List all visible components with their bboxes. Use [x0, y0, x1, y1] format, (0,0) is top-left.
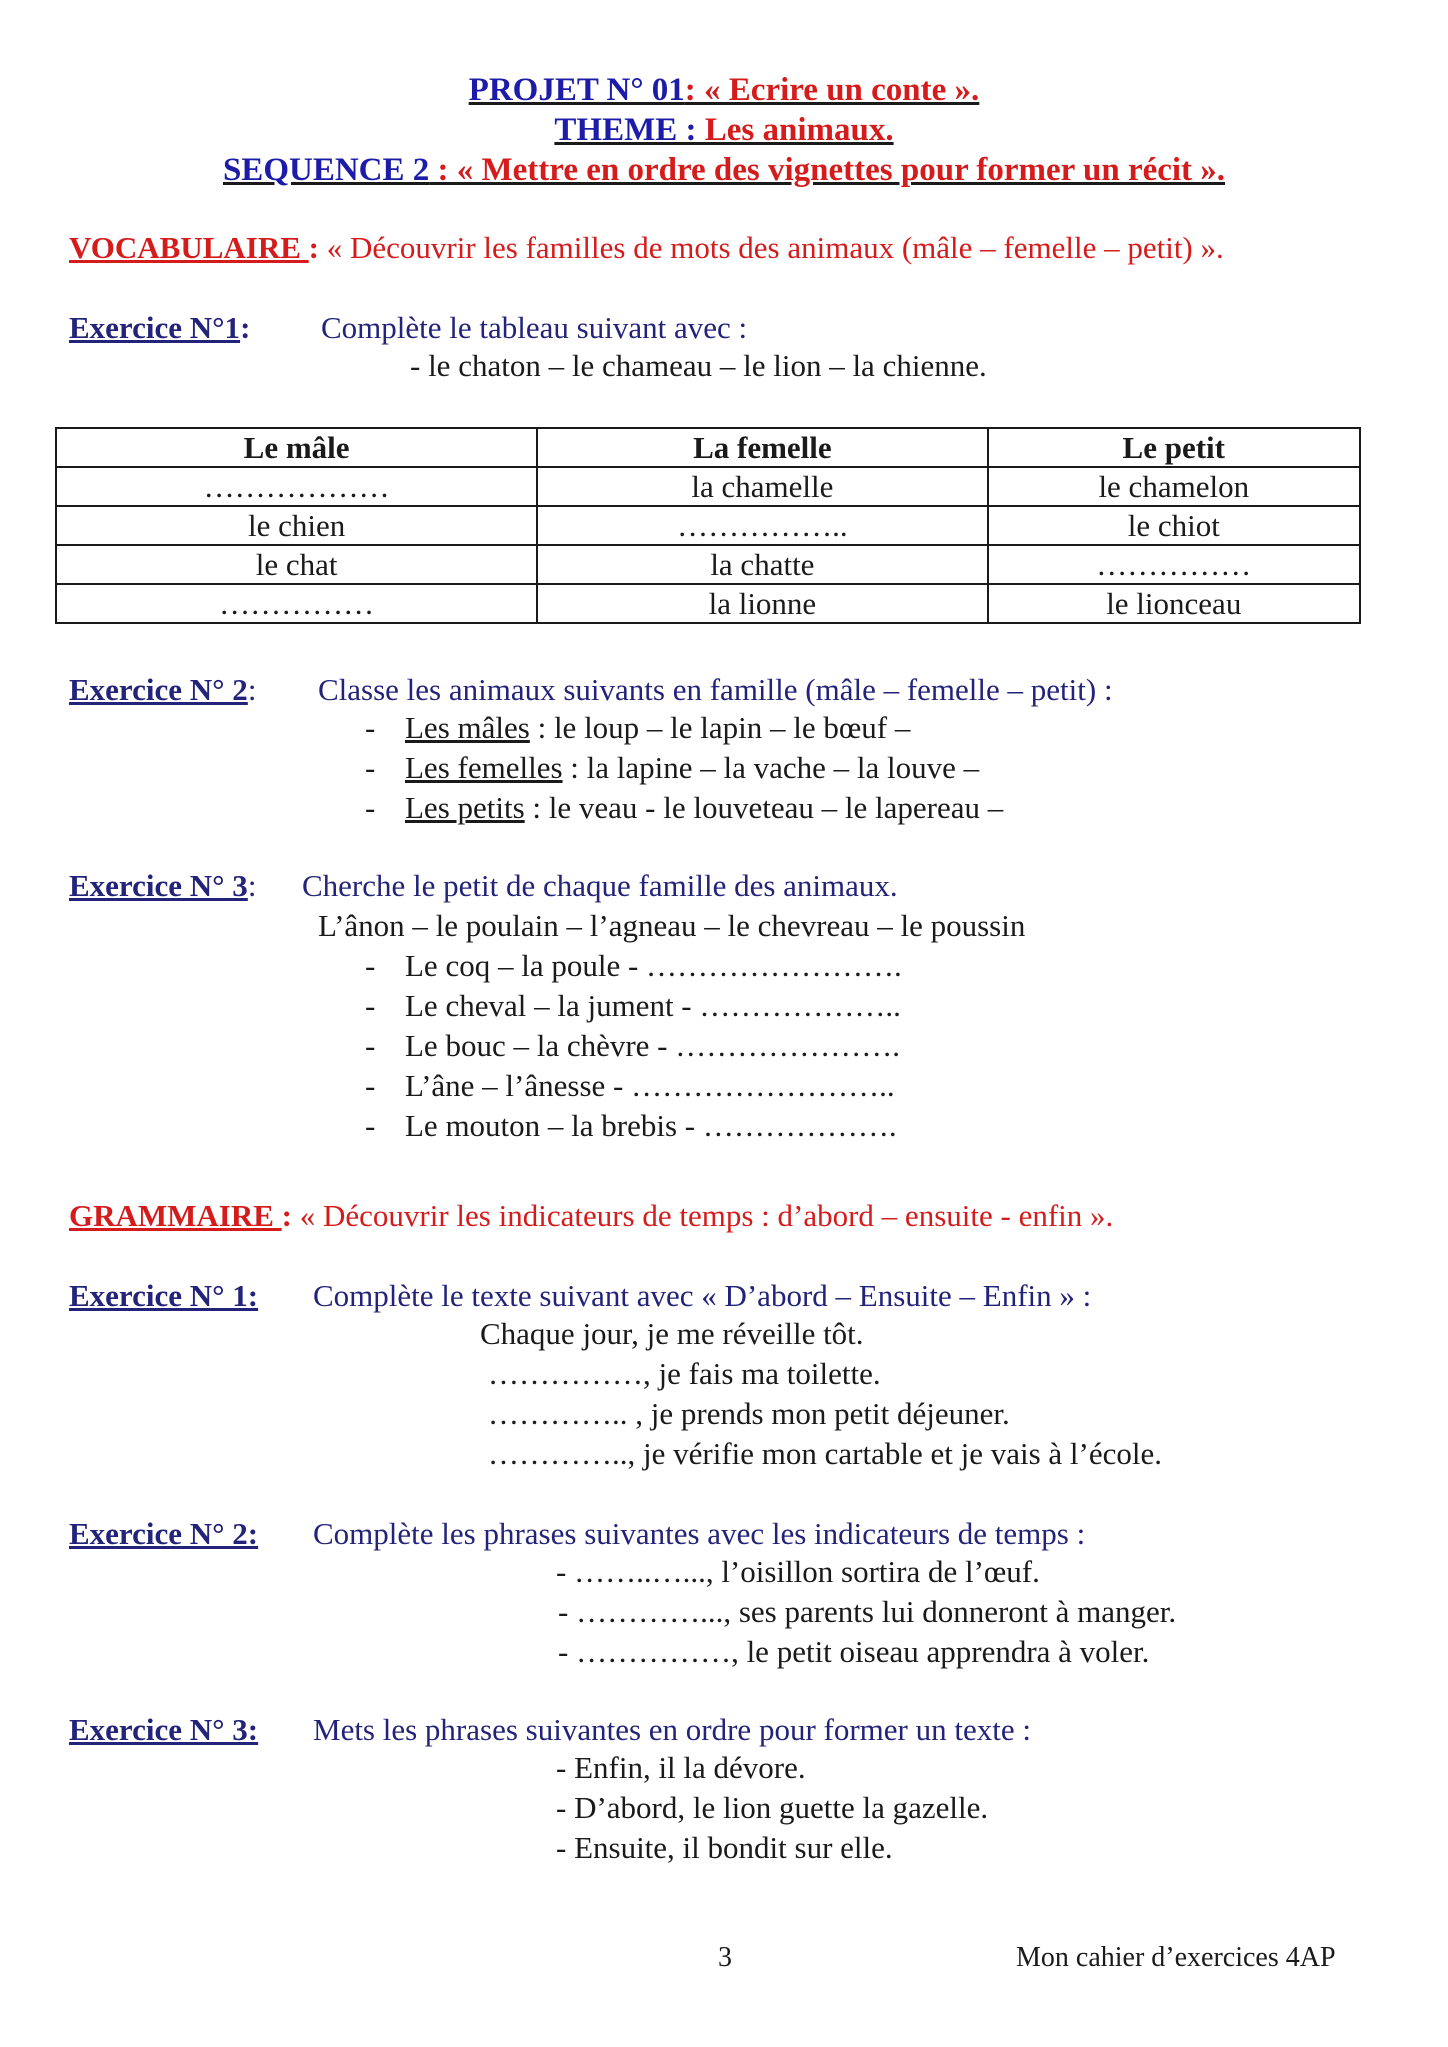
list-item-key: Les femelles	[405, 750, 563, 785]
list-item: - Le mouton – la brebis - ……………….	[365, 1108, 897, 1143]
vocab-ex2-heading	[69, 670, 256, 710]
vocab-ex3-words: L’ânon – le poulain – l’agneau – le chevreau – le poussin	[318, 908, 1026, 943]
text-line: ……………, je fais ma toilette.	[488, 1356, 881, 1391]
table-cell: la chamelle	[537, 467, 987, 506]
vocab-ex1-label: Exercice N°1	[69, 310, 241, 345]
gram-ex1-heading	[69, 1276, 258, 1316]
table-cell: le chiot	[988, 506, 1360, 545]
vocab-ex1-heading	[69, 308, 250, 348]
list-item: - Les petits : le veau - le louveteau – le lapereau –	[365, 790, 1004, 825]
gram-ex2-instruction: Complète les phrases suivantes avec les indicateurs de temps :	[313, 1516, 1086, 1551]
vocabulaire-text: « Découvrir les familles de mots des animaux (mâle – femelle – petit) ».	[319, 230, 1224, 265]
table-cell: le chamelon	[988, 467, 1360, 506]
vocabulaire-colon: :	[308, 230, 319, 265]
grammaire-text: « Découvrir les indicateurs de temps : d’abord – ensuite - enfin ».	[292, 1198, 1114, 1233]
list-item-text: : la lapine – la vache – la louve –	[562, 750, 980, 785]
table-cell: le lionceau	[988, 584, 1360, 623]
table-row	[56, 545, 1360, 584]
grammaire-heading	[69, 1196, 1113, 1236]
vocab-ex2-label: Exercice N° 2	[69, 672, 248, 707]
list-item-text: : le loup – le lapin – le bœuf –	[529, 710, 911, 745]
table-cell: la chatte	[537, 545, 987, 584]
vocab-ex1-colon: :	[240, 310, 251, 345]
table-header-young: Le petit	[988, 428, 1360, 467]
sequence-text: : « Mettre en ordre des vignettes pour former un récit ».	[429, 152, 1226, 188]
vocabulaire-heading	[69, 228, 1224, 268]
table-header-male: Le mâle	[56, 428, 537, 467]
list-item: - Les mâles : le loup – le lapin – le bœuf –	[365, 710, 911, 745]
text-line: - Enfin, il la dévore.	[556, 1750, 806, 1785]
table-row	[56, 584, 1360, 623]
footer-title: Mon cahier d’exercices 4AP	[1016, 1942, 1336, 1973]
text-line: - ……..…..., l’oisillon sortira de l’œuf.	[556, 1554, 1040, 1589]
text-line: - Ensuite, il bondit sur elle.	[556, 1830, 893, 1865]
theme-title	[0, 110, 1448, 150]
projet-label: PROJET N° 01	[468, 72, 685, 108]
table-cell[interactable]: ……………	[988, 545, 1360, 584]
table-cell: le chat	[56, 545, 537, 584]
gram-ex2-heading	[69, 1514, 258, 1554]
vocab-ex2-instruction: Classe les animaux suivants en famille (mâle – femelle – petit) :	[318, 672, 1113, 707]
table-header-row	[56, 428, 1360, 467]
sequence-title	[0, 150, 1448, 190]
list-item-key: Les petits	[405, 790, 525, 825]
table-cell[interactable]: ……………	[56, 584, 537, 623]
list-item-text: Le coq – la poule - …………………….	[405, 948, 902, 983]
list-item: - Le coq – la poule - …………………….	[365, 948, 902, 983]
vocab-ex1-words: - le chaton – le chameau – le lion – la chienne.	[410, 348, 987, 383]
vocab-ex3-heading	[69, 866, 256, 906]
table-cell: le chien	[56, 506, 537, 545]
vocab-ex2-colon: :	[247, 672, 257, 707]
list-item-text: : le veau - le louveteau – le lapereau –	[524, 790, 1004, 825]
text-line: ………….., je vérifie mon cartable et je vais à l’école.	[488, 1436, 1162, 1471]
text-line: Chaque jour, je me réveille tôt.	[480, 1316, 864, 1351]
list-item-text: L’âne – l’ânesse - ……………………..	[405, 1068, 895, 1103]
theme-label: THEME :	[554, 112, 697, 148]
list-item-text: Le mouton – la brebis - ……………….	[405, 1108, 897, 1143]
sequence-label: SEQUENCE 2	[222, 152, 430, 188]
vocab-ex3-label: Exercice N° 3	[69, 868, 248, 903]
vocab-ex3-colon: :	[247, 868, 257, 903]
grammaire-colon: :	[281, 1198, 292, 1233]
table-row	[56, 506, 1360, 545]
table-row	[56, 467, 1360, 506]
text-line: - D’abord, le lion guette la gazelle.	[556, 1790, 989, 1825]
list-item-key: Les mâles	[405, 710, 530, 745]
animal-family-table	[55, 427, 1361, 624]
grammaire-label: GRAMMAIRE	[69, 1198, 282, 1233]
projet-text: : « Ecrire un conte ».	[684, 72, 980, 108]
list-item: - Les femelles : la lapine – la vache – la louve –	[365, 750, 980, 785]
gram-ex3-label: Exercice N° 3:	[69, 1712, 259, 1747]
table-header-female: La femelle	[537, 428, 987, 467]
vocabulaire-label: VOCABULAIRE	[69, 230, 309, 265]
gram-ex1-instruction: Complète le texte suivant avec « D’abord – Ensuite – Enfin » :	[313, 1278, 1092, 1313]
list-item-text: Le bouc – la chèvre - ………………….	[405, 1028, 901, 1063]
page-number: 3	[718, 1942, 732, 1973]
gram-ex1-label: Exercice N° 1:	[69, 1278, 259, 1313]
theme-text: Les animaux.	[696, 112, 894, 148]
table-cell[interactable]: ……………..	[537, 506, 987, 545]
list-item: - L’âne – l’ânesse - ……………………..	[365, 1068, 895, 1103]
gram-ex3-heading	[69, 1710, 258, 1750]
gram-ex2-label: Exercice N° 2:	[69, 1516, 259, 1551]
text-line: ………….. , je prends mon petit déjeuner.	[488, 1396, 1010, 1431]
text-line: - …………..., ses parents lui donneront à manger.	[558, 1594, 1177, 1629]
vocab-ex3-instruction: Cherche le petit de chaque famille des animaux.	[302, 868, 898, 903]
table-cell[interactable]: ………………	[56, 467, 537, 506]
text-line: - ……………, le petit oiseau apprendra à voler.	[558, 1634, 1150, 1669]
list-item: - Le cheval – la jument - ………………..	[365, 988, 901, 1023]
table-cell: la lionne	[537, 584, 987, 623]
vocab-ex1-instruction: Complète le tableau suivant avec :	[321, 310, 748, 345]
list-item-text: Le cheval – la jument - ………………..	[405, 988, 901, 1023]
list-item: - Le bouc – la chèvre - ………………….	[365, 1028, 901, 1063]
gram-ex3-instruction: Mets les phrases suivantes en ordre pour former un texte :	[313, 1712, 1031, 1747]
projet-title	[0, 70, 1448, 110]
